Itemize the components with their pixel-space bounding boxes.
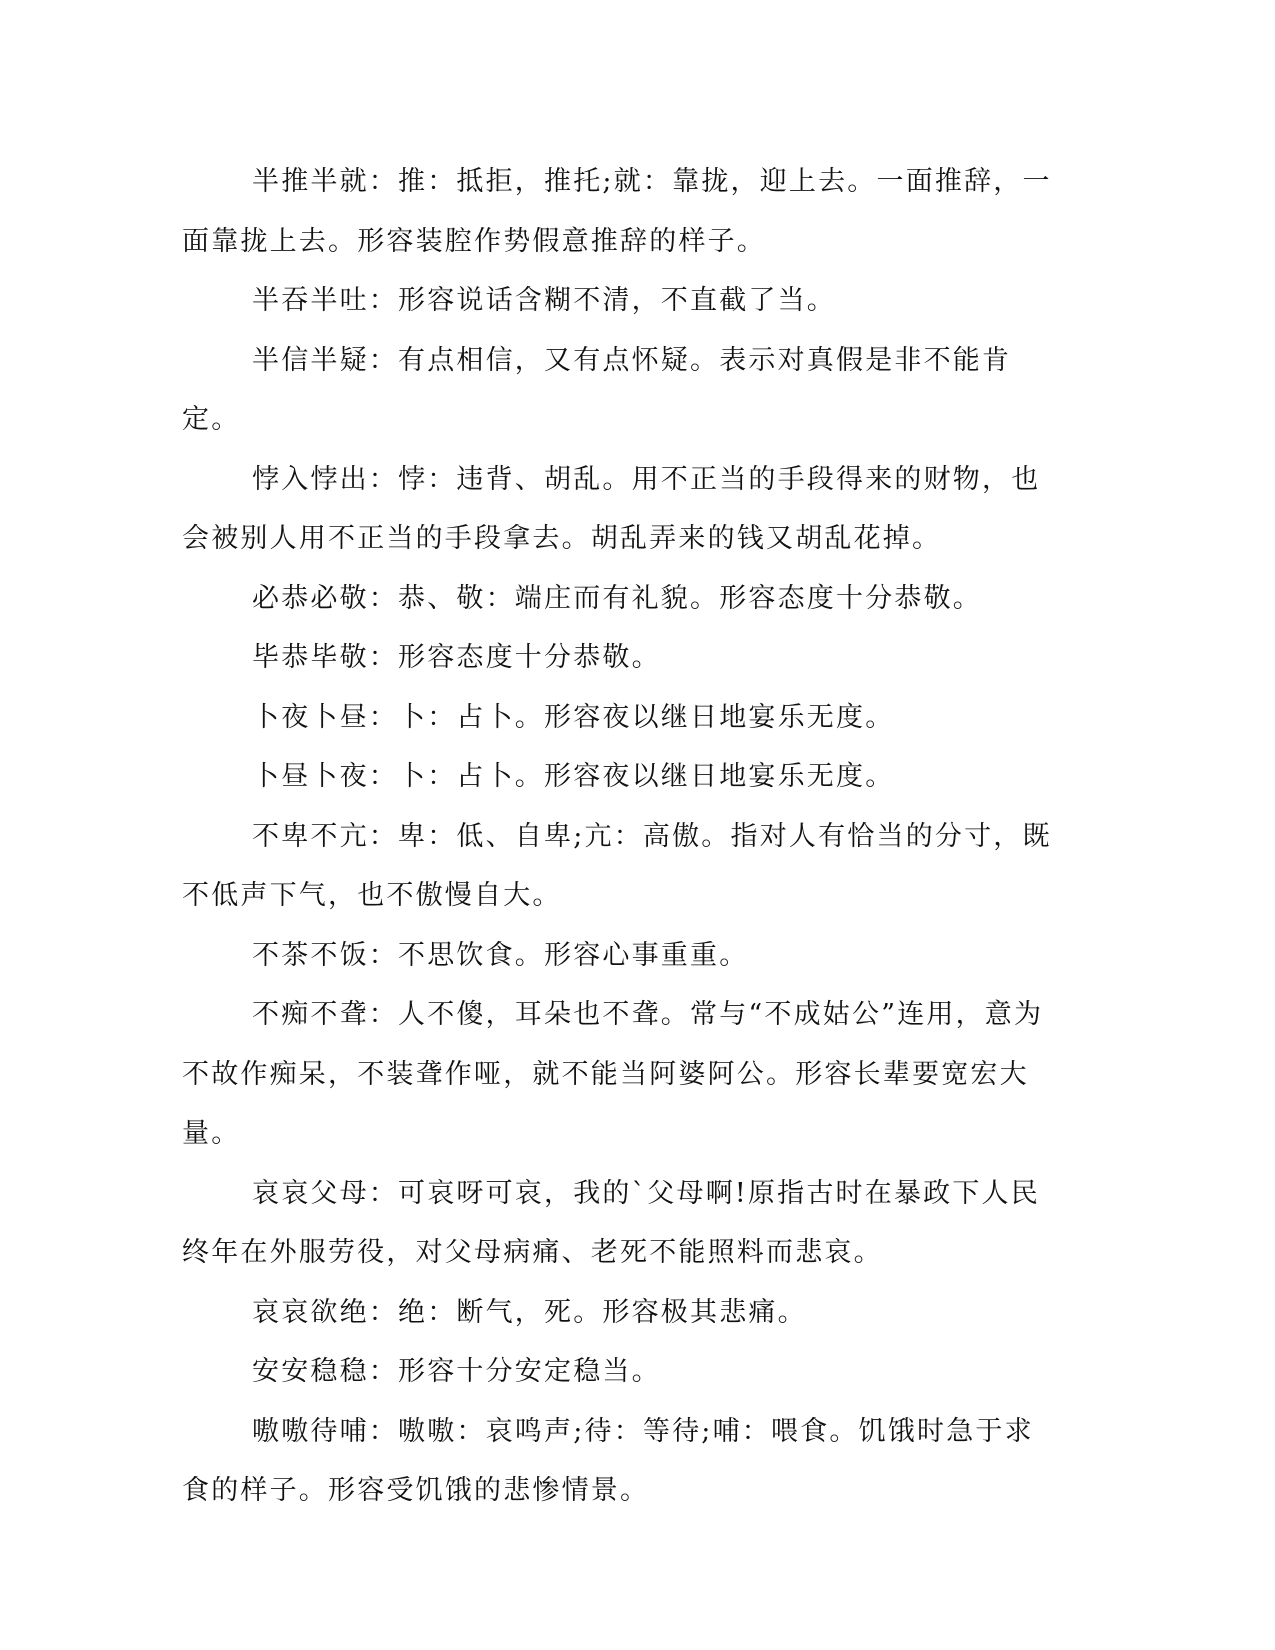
idiom-entry-paragraph: 不茶不饭：不思饮食。形容心事重重。 [252,939,749,971]
idiom-entry-paragraph: 哀哀父母：可哀呀可哀，我的`父母啊!原指古时在暴政下人民终年在外服劳役，对父母病痛、老死不能照料而悲哀。 [182,1177,1040,1268]
idiom-entry-paragraph: 哀哀欲绝：绝：断气，死。形容极其悲痛。 [252,1296,807,1328]
idiom-entry-paragraph: 不痴不聋：人不傻，耳朵也不聋。常与“不成姑公”连用，意为不故作痴呆，不装聋作哑，就不能当阿婆阿公。形容长辈要宽宏大量。 [182,999,1044,1149]
idiom-entry-paragraph: 必恭必敬：恭、敬：端庄而有礼貌。形容态度十分恭敬。 [252,582,982,614]
idiom-entry-paragraph: 卜昼卜夜：卜：占卜。形容夜以继日地宴乐无度。 [252,761,895,792]
idiom-entry-paragraph: 毕恭毕敬：形容态度十分恭敬。 [252,642,661,673]
idiom-entry-paragraph: 半推半就：推：抵拒，推托;就：靠拢，迎上去。一面推辞，一面靠拢上去。形容装腔作势假意推辞的样子。 [182,166,1052,257]
idiom-entry-paragraph: 安安稳稳：形容十分安定稳当。 [252,1356,661,1387]
idiom-entry-paragraph: 半吞半吐：形容说话含糊不清，不直截了当。 [252,285,836,316]
idiom-entry-paragraph: 嗷嗷待哺：嗷嗷：哀鸣声;待：等待;哺：喂食。饥饿时急于求食的样子。形容受饥饿的悲惨情景。 [182,1415,1034,1506]
document-body [182,152,1052,1521]
idiom-entry-paragraph: 不卑不亢：卑：低、自卑;亢：高傲。指对人有恰当的分寸，既不低声下气，也不傲慢自大。 [182,820,1052,911]
idiom-entry-paragraph: 悖入悖出：悖：违背、胡乱。用不正当的手段得来的财物，也会被别人用不正当的手段拿去。胡乱弄来的钱又胡乱花掉。 [182,463,1041,554]
idiom-entry-paragraph: 半信半疑：有点相信，又有点怀疑。表示对真假是非不能肯定。 [182,344,1012,435]
idiom-entry-paragraph: 卜夜卜昼：卜：占卜。形容夜以继日地宴乐无度。 [252,701,895,733]
